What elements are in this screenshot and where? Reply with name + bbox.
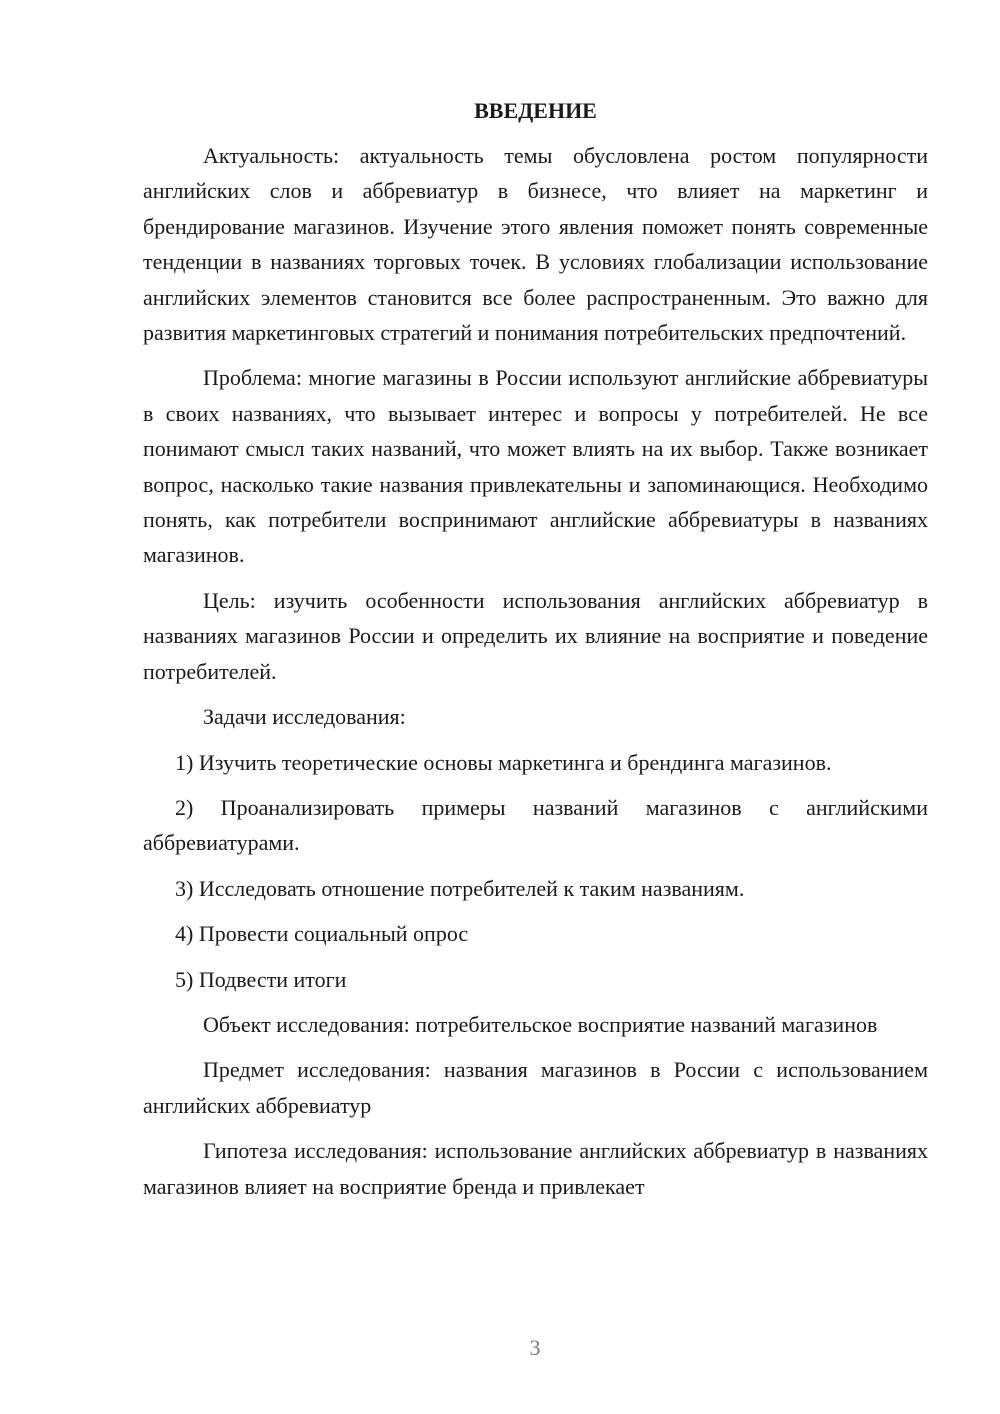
task-item-5: 5) Подвести итоги bbox=[175, 966, 347, 992]
paragraph-tasks-heading: Задачи исследования: bbox=[203, 704, 406, 730]
page-number: 3 bbox=[529, 1335, 541, 1360]
paragraph-subject: Предмет исследования: названия магазинов в России с использованием английских аббревиатур bbox=[143, 1057, 928, 1118]
task-item-4: 4) Провести социальный опрос bbox=[175, 921, 469, 947]
paragraph-goal: Цель: изучить особенности использования английских аббревиатур в названиях магазинов России и определить их влияние на восприятие и поведение потребителей. bbox=[143, 587, 928, 684]
section-title: ВВЕДЕНИЕ bbox=[474, 98, 597, 123]
task-item-1: 1) Изучить теоретические основы маркетинга и брендинга магазинов. bbox=[175, 749, 832, 775]
document-page bbox=[143, 96, 928, 1214]
task-item-3: 3) Исследовать отношение потребителей к таким названиям. bbox=[175, 875, 745, 901]
paragraph-hypothesis: Гипотеза исследования: использование английских аббревиатур в названиях магазинов влияет на восприятие бренда и привлекает bbox=[143, 1138, 928, 1199]
task-item-2: 2) Проанализировать примеры названий магазинов с английскими аббревиатурами. bbox=[143, 794, 928, 856]
paragraph-relevance: Актуальность: актуальность темы обусловлена ростом популярности английских слов и аббревиатур в бизнесе, что влияет на маркетинг и брендирование магазинов. Изучение этого явления поможет понять современные тенденции в названиях торговых точек. В условиях глобализации использование английских элементов становится все более распространенным. Это важно для развития маркетинговых стратегий и понимания потребительских предпочтений. bbox=[143, 143, 928, 346]
paragraph-object: Объект исследования: потребительское восприятие названий магазинов bbox=[203, 1011, 878, 1037]
paragraph-problem: Проблема: многие магазины в России используют английские аббревиатуры в своих названиях, что вызывает интерес и вопросы у потребителей. Не все понимают смысл таких названий, что может влиять на их выбор. Также возникает вопрос, насколько такие названия привлекательны и запоминающися. Необходимо понять, как потребители воспринимают английские аббревиатуры в названиях магазинов. bbox=[143, 365, 928, 568]
